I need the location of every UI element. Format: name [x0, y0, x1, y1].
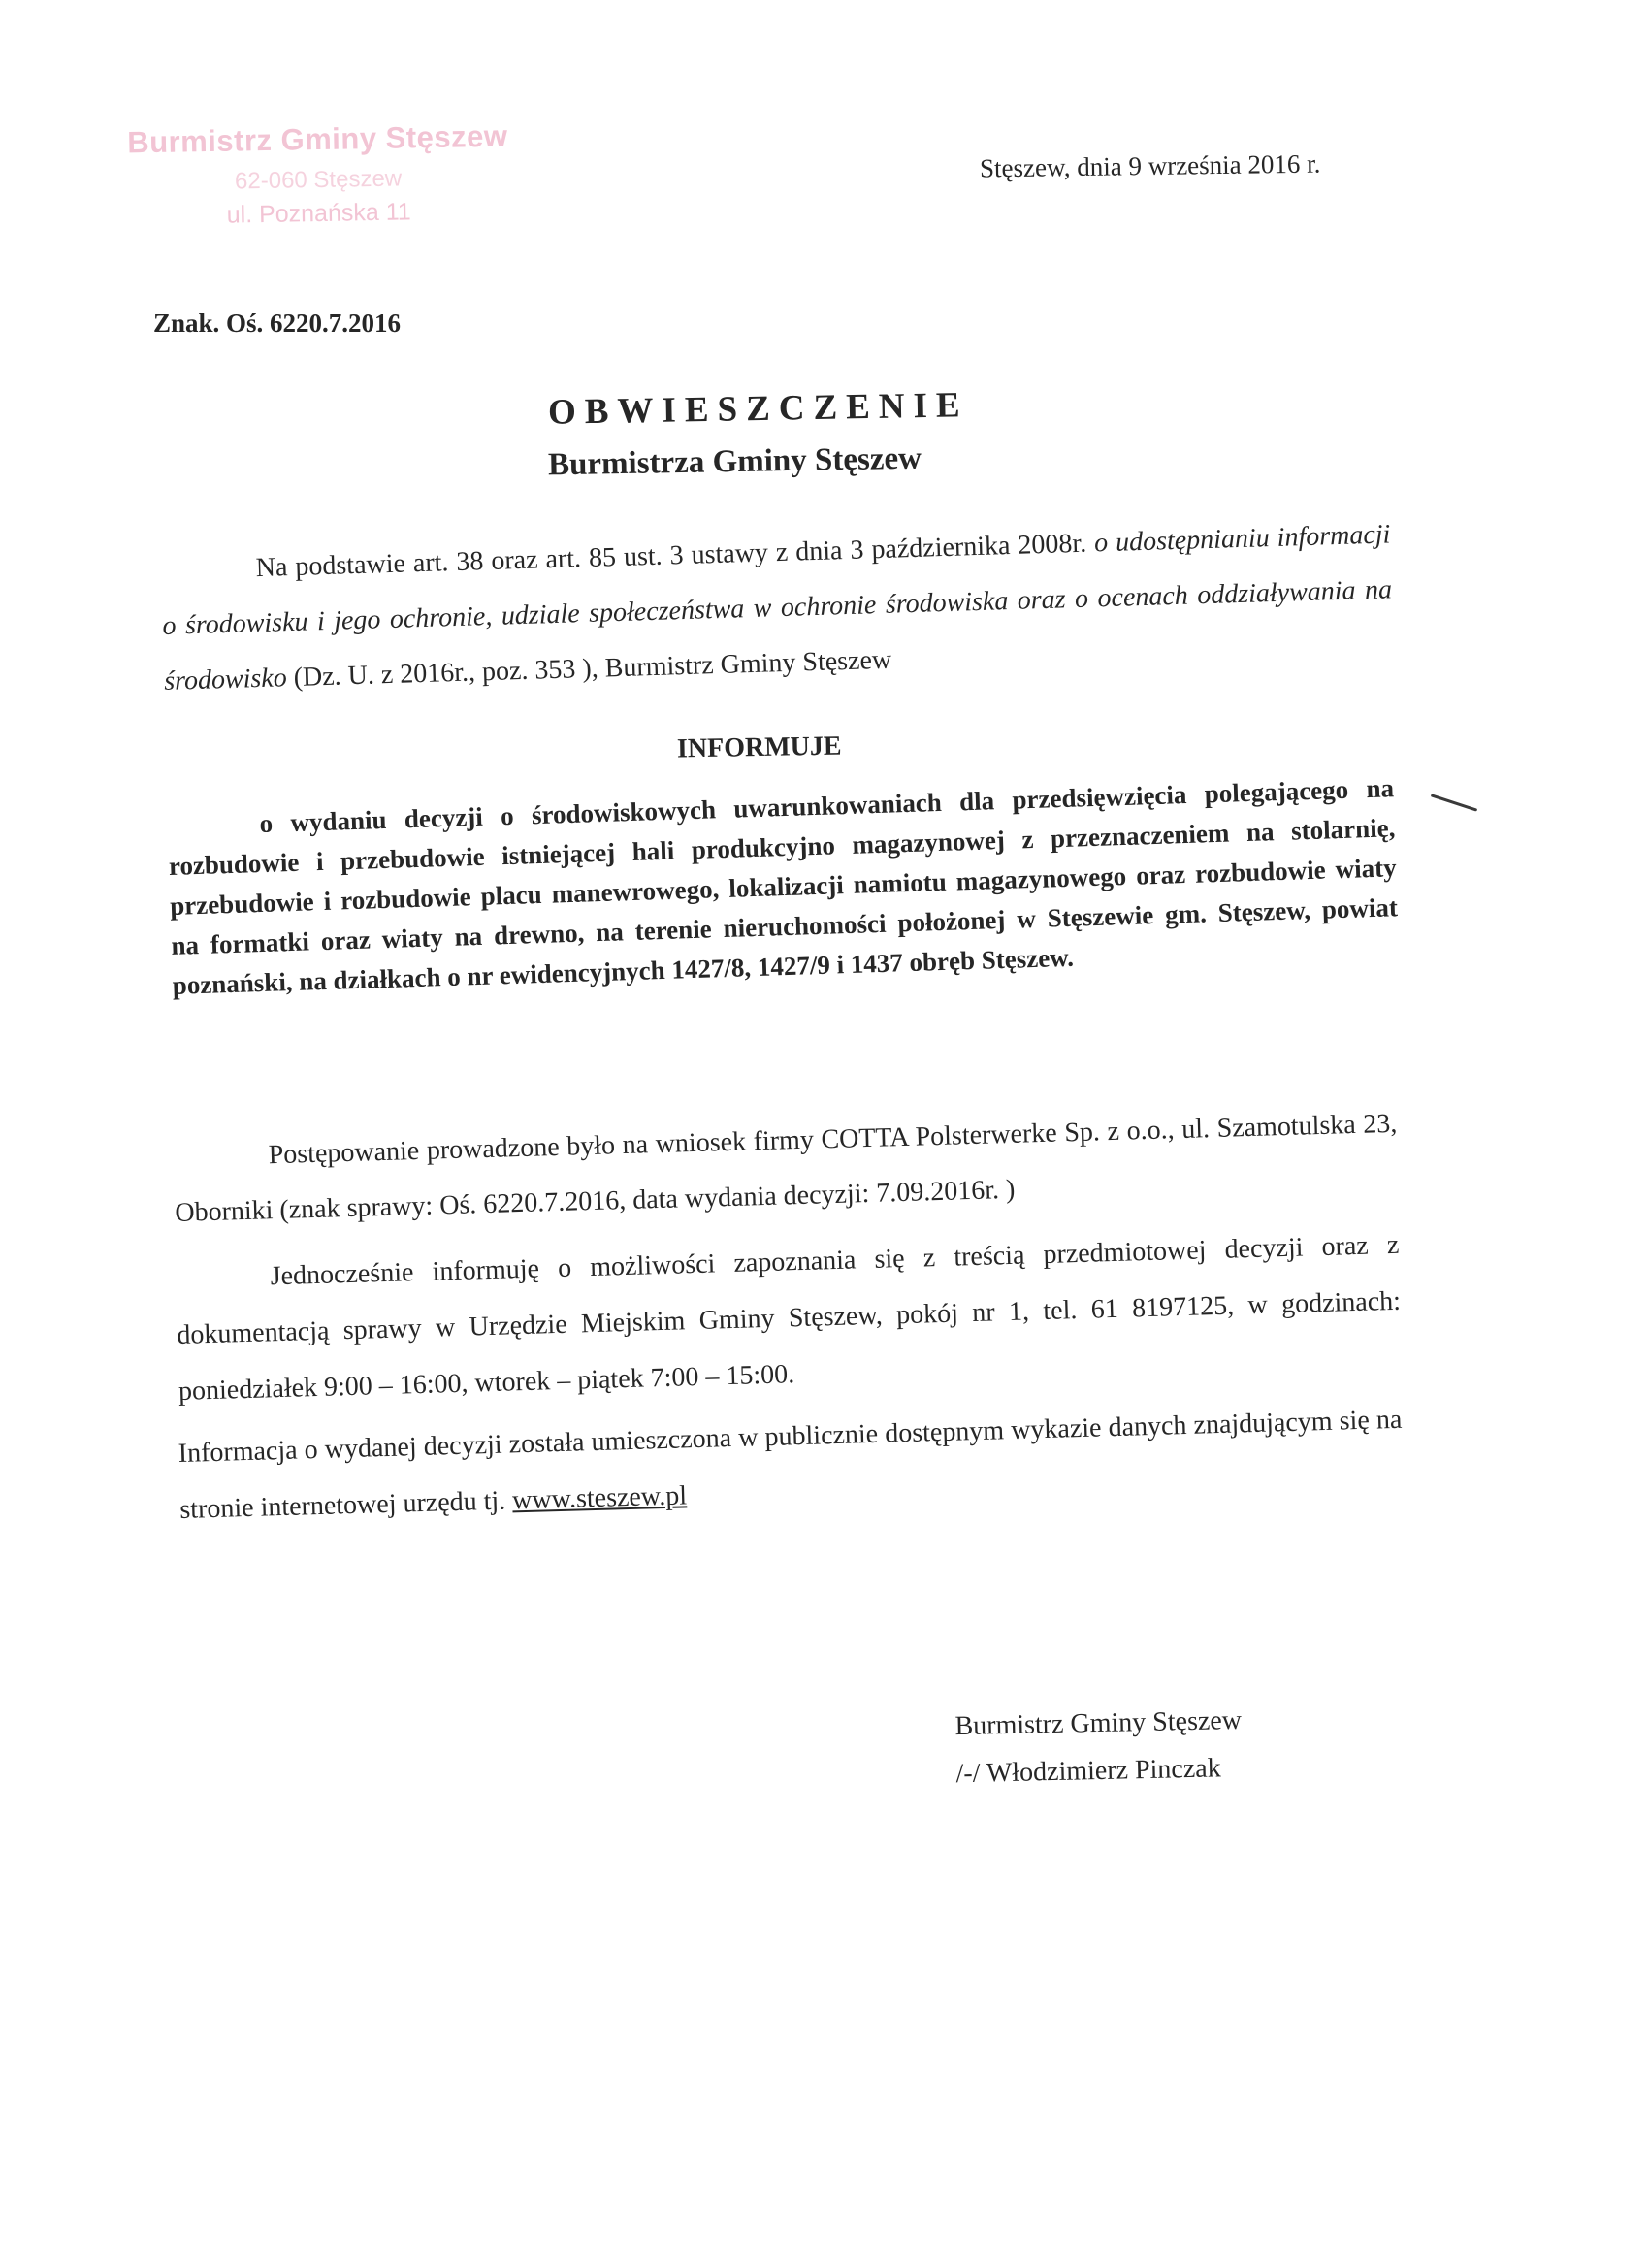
- document-title: OBWIESZCZENIE: [547, 385, 969, 433]
- decision-text: o wydaniu decyzji o środowiskowych uwarunkowaniach dla przedsięwzięcia polegającego na rozbudowie i przebudowie istniejącej hali produkcyjno magazynowej z przeznaczeniem na stolarnię, przebudowie i rozbudowie placu manewrowego, lokalizacji namiotu magazynowego oraz rozbudowie wiaty na formatki oraz wiaty na drewno, na terenie nieruchomości położonej w Stęszewie gm. Stęszew, powiat poznański, na działkach o nr ewidencyjnych 1427/8, 1427/9 i 1437 obręb Stęszew.: [168, 773, 1399, 1000]
- signature-block: [954, 1697, 1244, 1798]
- stamp-office-name: Burmistrz Gminy Stęszew: [126, 118, 508, 160]
- reference-number: Znak. Oś. 6220.7.2016: [153, 308, 402, 338]
- stamp-street: ul. Poznańska 11: [226, 198, 411, 229]
- signature-title: Burmistrz Gminy Stęszew: [954, 1704, 1243, 1742]
- margin-dash-mark: [1431, 794, 1477, 811]
- document-subtitle: Burmistrza Gminy Stęszew: [547, 440, 922, 483]
- applicant-paragraph: [173, 1096, 1400, 1241]
- decision-paragraph: [167, 768, 1400, 1006]
- legal-basis-text: Na podstawie art. 38 oraz art. 85 ust. 3 ustawy z dnia 3 października 2008r.: [255, 528, 1095, 584]
- access-text: Jednocześnie informuję o możliwości zapoznania się z treścią przedmiotowej decyzji oraz z dokumentacją sprawy w Urzędzie Miejskim Gminy Stęszew, pokój nr 1, tel. 61 8197125, w godzinach: poniedziałek 9:00 – 16:00, wtorek – piątek 7:00 – 15:00.: [176, 1229, 1402, 1407]
- section-heading: INFORMUJE: [676, 730, 842, 764]
- website-link[interactable]: www.steszew.pl: [511, 1480, 688, 1516]
- stamp-postal-code: 62-060 Stęszew: [234, 165, 403, 195]
- signature-name: /-/ Włodzimierz Pinczak: [955, 1753, 1221, 1790]
- act-title: o udostępnianiu informacji o środowisku i jego ochronie, udziale społeczeństwa w ochronie środowiska oraz o ocenach oddziaływania na środowisko: [162, 519, 1393, 697]
- register-text: Informacja o wydanej decyzji została umieszczona w publicznie dostępnym wykazie danych znajdującym się na stronie internetowej urzędu tj.: [178, 1404, 1403, 1525]
- office-stamp: [123, 119, 513, 232]
- legal-basis-paragraph: [160, 506, 1395, 709]
- applicant-text: Postępowanie prowadzone było na wniosek firmy COTTA Polsterwerke Sp. z o.o., ul. Szamotulska 23, Oborniki (znak sprawy: Oś. 6220.7.2016, data wydania decyzji: 7.09.2016r. ): [174, 1108, 1398, 1228]
- legal-basis-citation: (Dz. U. z 2016r., poz. 353 ), Burmistrz Gminy Stęszew: [286, 644, 892, 694]
- document-date: Stęszew, dnia 9 września 2016 r.: [979, 148, 1321, 183]
- access-paragraph: [175, 1217, 1403, 1420]
